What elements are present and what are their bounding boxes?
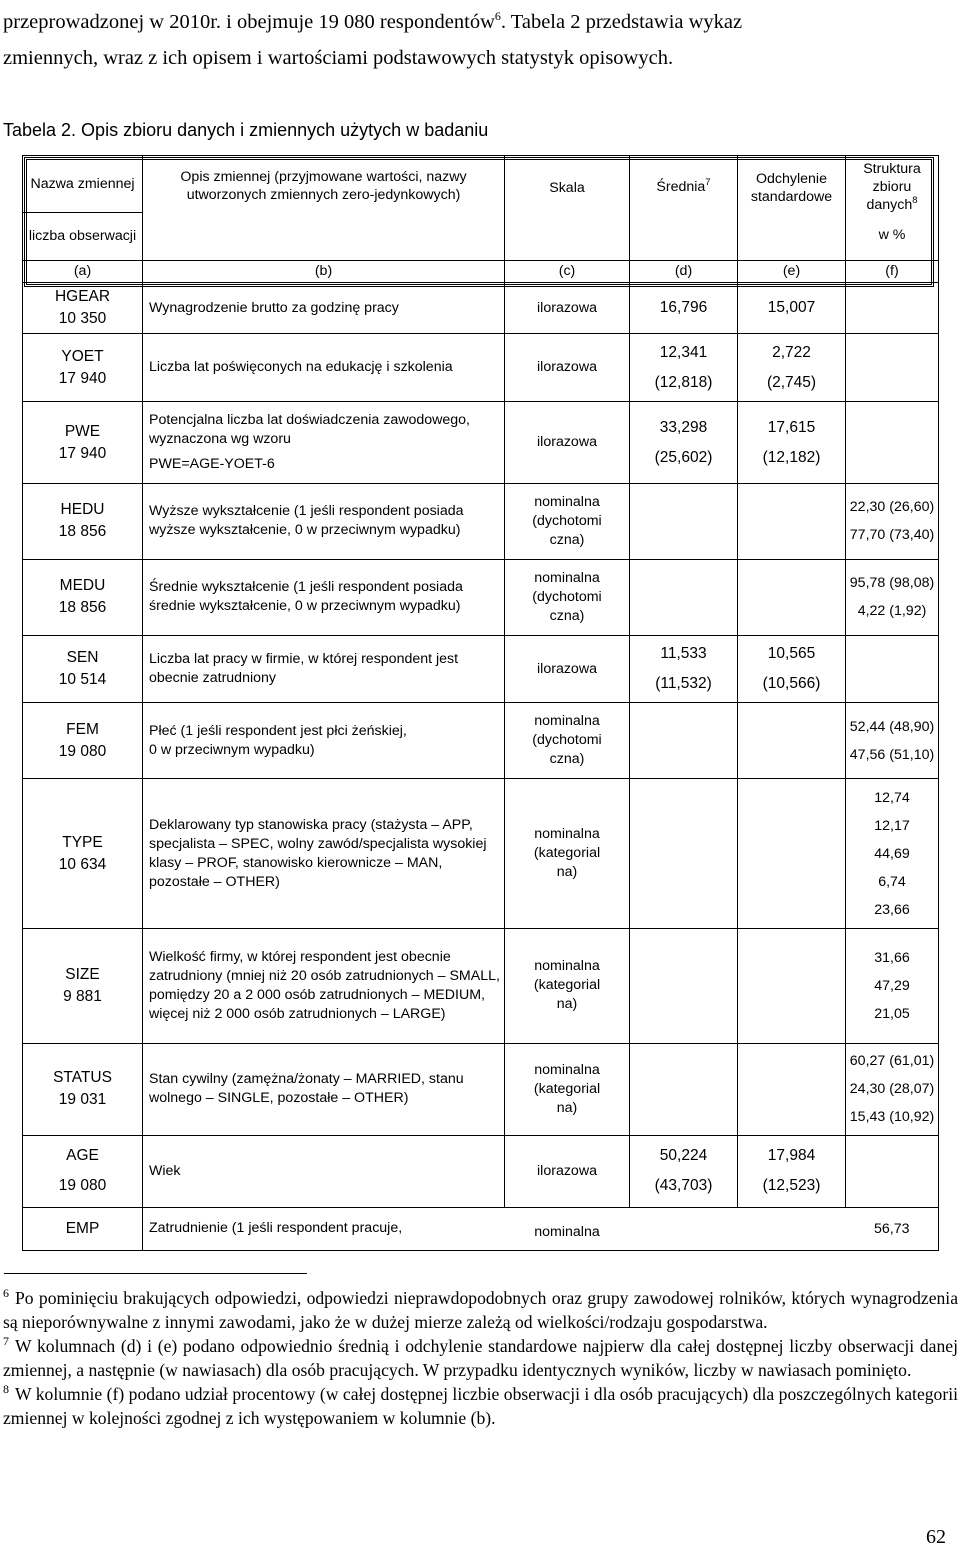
header-struct-unit: w % (878, 227, 906, 243)
description-line: Wyższe wykształcenie (1 jeśli respondent posiada wyższe wykształcenie, 0 w przeciwnym wypadku) (149, 503, 464, 539)
scale-line: nominalna (534, 1061, 600, 1078)
header-mean: Średnia$^7$ (630, 156, 738, 261)
variable-name: SEN (66, 649, 99, 667)
mean-value: 33,298 (659, 418, 708, 436)
structure-value: 56,73 (846, 1207, 939, 1250)
description-line: 0 w przeciwnym wypadku) (149, 741, 315, 758)
structure-value: 52,44 (48,90) (849, 718, 935, 735)
scale-cell (505, 559, 630, 635)
structure-cell (846, 334, 939, 402)
scale-line: ilorazowa (537, 359, 597, 376)
footnote-number: 8 (3, 1382, 9, 1396)
footnote-ref-8: 8 (912, 195, 918, 206)
footnote-number: 6 (3, 1286, 9, 1300)
letter-f: (f) (846, 260, 939, 283)
variable-description (143, 334, 505, 402)
mean-cell (630, 1043, 738, 1135)
footnote-text: W kolumnie (f) podano udział procentowy (w całej dostępnej liczbie obserwacji i dla osób pracujących) dla poszczególnych kategorii zmiennej w kolejności zgodnej z ich występowaniem w kolumnie (b). (3, 1384, 958, 1428)
footnotes (3, 1286, 958, 1430)
variable-name: STATUS (53, 1069, 112, 1087)
mean-cell (630, 1136, 738, 1208)
sd-value: (10,566) (762, 675, 821, 693)
letter-b: (b) (143, 260, 505, 283)
structure-value: 4,22 (1,92) (857, 603, 927, 620)
table-row (23, 1136, 939, 1208)
sd-cell (738, 334, 846, 402)
scale-line: (kategorial (533, 1080, 601, 1097)
variable-name: SIZE (65, 965, 100, 983)
sd-value: 10,565 (767, 645, 816, 663)
structure-value: 31,66 (874, 949, 910, 966)
table-row (23, 484, 939, 560)
structure-cell (846, 779, 939, 929)
scale-line: na) (556, 996, 578, 1013)
scale-cell (505, 402, 630, 484)
variable-name: HGEAR (54, 288, 111, 306)
mean-cell (630, 283, 738, 334)
variable-description (143, 703, 505, 779)
header-name: Nazwa zmiennej (23, 156, 143, 213)
variable-description (143, 559, 505, 635)
mean-cell (630, 779, 738, 929)
structure-value: 60,27 (61,01) (849, 1053, 935, 1070)
mean-value: (25,602) (654, 448, 713, 466)
description-line: Liczba lat poświęconych na edukację i szkolenia (149, 359, 453, 376)
letter-a: (a) (23, 260, 143, 283)
footnote-text: Po pominięciu brakujących odpowiedzi, odpowiedzi nieprawdopodobnych oraz grupy zawodowej rolników, których wynagrodzenia są nieporównywalne z innymi zawodami, jako że w dużej mierze zależą od wielkości/rodzaju gospodarstwa. (3, 1288, 958, 1332)
structure-cell (846, 1043, 939, 1135)
structure-cell (846, 484, 939, 560)
footnote-6 (3, 1286, 958, 1334)
mean-value: 12,341 (659, 343, 708, 361)
scale-line: nominalna (534, 493, 600, 510)
header-row (23, 156, 939, 213)
observation-count: 10 350 (58, 310, 107, 328)
footnote-ref-6: 6 (494, 9, 501, 23)
observation-count: 10 514 (58, 671, 107, 689)
mean-value: 50,224 (659, 1147, 708, 1165)
variable-name: MEDU (59, 577, 106, 595)
mean-cell (630, 635, 738, 703)
table-row (23, 1207, 939, 1250)
sd-cell (738, 1043, 846, 1135)
sd-value: (12,182) (762, 448, 821, 466)
description-line: Średnie wykształcenie (1 jeśli respondent posiada średnie wykształcenie, 0 w przeciwnym wypadku) (149, 579, 463, 615)
table-caption: Tabela 2. Opis zbioru danych i zmiennych użytych w badaniu (3, 120, 489, 140)
sd-value: 17,984 (767, 1147, 816, 1165)
sd-cell (738, 1207, 846, 1250)
description-line: Wielkość firmy, w której respondent jest obecnie zatrudniony (mniej niż 20 osób zatrudnionych – SMALL, pomiędzy 20 a 2 000 osób zatrudnionych – MEDIUM, więcej niż 2 000 osób zatrudnionych – LARGE) (149, 948, 500, 1022)
variable-name: FEM (66, 720, 99, 738)
sd-cell (738, 559, 846, 635)
variable-description (143, 928, 505, 1043)
structure-value: 21,05 (874, 1005, 910, 1022)
sd-cell (738, 283, 846, 334)
structure-cell (846, 283, 939, 334)
sd-value: (2,745) (766, 373, 817, 391)
mean-value: (11,532) (655, 675, 712, 693)
intro-text (3, 4, 958, 76)
structure-cell (846, 402, 939, 484)
sd-cell (738, 928, 846, 1043)
description-line: Potencjalna liczba lat doświadczenia zawodowego, wyznaczona wg wzoru (149, 412, 470, 448)
structure-value: 12,74 (874, 789, 910, 806)
table-row (23, 334, 939, 402)
description-line: Wiek (149, 1162, 181, 1179)
sd-cell (738, 635, 846, 703)
mean-value: (43,703) (654, 1177, 713, 1195)
scale-line: czna) (549, 531, 585, 548)
variable-description (143, 1043, 505, 1135)
variable-description (143, 484, 505, 560)
description-line: Liczba lat pracy w firmie, w której respondent jest obecnie zatrudniony (149, 651, 459, 687)
scale-cell (505, 635, 630, 703)
variable-cell (23, 559, 143, 635)
scale-line: nominalna (534, 958, 600, 975)
observation-count: 18 856 (58, 599, 107, 617)
scale-line: ilorazowa (537, 1162, 597, 1179)
structure-value: 44,69 (874, 845, 910, 862)
observation-count: 17 940 (58, 369, 107, 387)
observation-count: 19 080 (58, 742, 107, 760)
observation-count: 19 080 (58, 1177, 107, 1195)
structure-value: 12,17 (874, 817, 910, 834)
scale-line: ilorazowa (537, 434, 597, 451)
observation-count: 18 856 (58, 523, 107, 541)
mean-value: (12,818) (654, 373, 713, 391)
page-number: 62 (926, 1526, 946, 1548)
mean-cell (630, 402, 738, 484)
table-row (23, 402, 939, 484)
structure-value: 24,30 (28,07) (849, 1081, 935, 1098)
variable-cell (23, 484, 143, 560)
scale-cell (505, 1043, 630, 1135)
variable-name: YOET (61, 347, 104, 365)
header-struct: Struktura zbioru danych$^8$ w % (846, 156, 939, 261)
variable-cell (23, 928, 143, 1043)
variable-cell (23, 283, 143, 334)
variable-name: TYPE (62, 833, 103, 851)
structure-cell (846, 635, 939, 703)
description-line: PWE=AGE-YOET-6 (149, 456, 275, 473)
footnote-ref-7: 7 (705, 177, 711, 188)
header-obs: liczba obserwacji (23, 213, 143, 260)
observation-count: 19 031 (58, 1091, 107, 1109)
table-row (23, 635, 939, 703)
scale-line: nominalna (534, 713, 600, 730)
variable-description (143, 779, 505, 929)
scale-cell (505, 928, 630, 1043)
intro-line-1: przeprowadzonej w 2010r. i obejmuje 19 080 respondentów$^6$. Tabela 2 przedstawia wykaz (3, 9, 743, 33)
variables-table (22, 155, 939, 1251)
structure-value: 15,43 (10,92) (849, 1109, 935, 1126)
variable-name: PWE (64, 422, 101, 440)
structure-value: 77,70 (73,40) (849, 527, 935, 544)
description-line: Płeć (1 jeśli respondent jest płci żeńskiej, (149, 722, 407, 739)
structure-value: 23,66 (874, 901, 910, 918)
mean-cell (630, 484, 738, 560)
structure-cell (846, 1136, 939, 1208)
footnote-7 (3, 1334, 958, 1382)
mean-cell (630, 1207, 738, 1250)
structure-cell (846, 928, 939, 1043)
scale-line: na) (556, 1099, 578, 1116)
description-line: Stan cywilny (zamężna/żonaty – MARRIED, stanu wolnego – SINGLE, pozostałe – OTHER) (149, 1071, 464, 1107)
header-desc: Opis zmiennej (przyjmowane wartości, nazwy utworzonych zmiennych zero-jedynkowych) (143, 156, 505, 261)
mean-cell (630, 928, 738, 1043)
sd-value: 2,722 (772, 343, 811, 361)
sd-cell (738, 779, 846, 929)
variable-cell (23, 779, 143, 929)
variable-description (143, 283, 505, 334)
header-sd: Odchylenie standardowe (738, 156, 846, 261)
structure-value: 47,56 (51,10) (849, 746, 935, 763)
letter-d: (d) (630, 260, 738, 283)
structure-value: 22,30 (26,60) (849, 499, 935, 516)
structure-cell (846, 559, 939, 635)
structure-cell (846, 703, 939, 779)
footnote-text: W kolumnach (d) i (e) podano odpowiednio średnią i odchylenie standardowe najpierw dla całej dostępnej liczby obserwacji danej zmiennej, a następnie (w nawiasach) dla osób pracujących. W przypadku identycznych wyników, liczby w nawiasach pominięto. (3, 1336, 958, 1380)
column-letters-row (23, 260, 939, 283)
scale-line: ilorazowa (537, 660, 597, 677)
variable-description: Zatrudnienie (1 jeśli respondent pracuje, (143, 1207, 505, 1250)
table-row (23, 559, 939, 635)
variable-cell (23, 1136, 143, 1208)
observation-count: 17 940 (58, 444, 107, 462)
scale-cell (505, 1136, 630, 1208)
observation-count: 9 881 (63, 987, 102, 1005)
scale-line: czna) (549, 751, 585, 768)
table-row (23, 928, 939, 1043)
scale-line: nominalna (534, 826, 600, 843)
variable-cell (23, 1043, 143, 1135)
mean-cell (630, 559, 738, 635)
structure-value: 95,78 (98,08) (849, 575, 935, 592)
header-scale: Skala (505, 156, 630, 261)
sd-cell (738, 703, 846, 779)
variable-cell (23, 402, 143, 484)
scale-cell: nominalna (505, 1207, 630, 1250)
intro-line-2: zmiennych, wraz z ich opisem i wartościami podstawowych statystyk opisowych. (3, 47, 674, 69)
variable-description (143, 635, 505, 703)
scale-line: na) (556, 864, 578, 881)
scale-cell (505, 484, 630, 560)
sd-value: 15,007 (767, 299, 816, 317)
mean-cell (630, 334, 738, 402)
description-line: Deklarowany typ stanowiska pracy (stażysta – APP, specjalista – SPEC, wolny zawód/specjalista wysokiej klasy – PROF, stanowisko kierownicze – MAN, pozostałe – OTHER) (149, 816, 487, 890)
sd-cell (738, 484, 846, 560)
footnote-separator (4, 1273, 307, 1274)
variable-name: EMP (23, 1207, 143, 1250)
observation-count: 10 634 (58, 855, 107, 873)
scale-line: (dychotomi (532, 732, 602, 749)
structure-value: 6,74 (878, 873, 906, 890)
scale-line: ilorazowa (537, 299, 597, 316)
footnote-8 (3, 1382, 958, 1430)
sd-value: (12,523) (762, 1177, 821, 1195)
variable-cell (23, 703, 143, 779)
description-line: Wynagrodzenie brutto za godzinę pracy (149, 299, 399, 316)
scale-line: nominalna (534, 569, 600, 586)
variable-name: AGE (66, 1147, 99, 1165)
mean-value: 16,796 (659, 299, 708, 317)
scale-cell (505, 703, 630, 779)
mean-value: 11,533 (660, 645, 707, 663)
variable-cell (23, 635, 143, 703)
mean-cell (630, 703, 738, 779)
letter-e: (e) (738, 260, 846, 283)
table-row (23, 703, 939, 779)
structure-value: 47,29 (874, 977, 910, 994)
table-row (23, 283, 939, 334)
scale-line: czna) (549, 607, 585, 624)
scale-line: (kategorial (533, 845, 601, 862)
scale-cell (505, 334, 630, 402)
variable-cell (23, 334, 143, 402)
scale-line: (dychotomi (532, 512, 602, 529)
table-row (23, 1043, 939, 1135)
scale-cell (505, 779, 630, 929)
letter-c: (c) (505, 260, 630, 283)
scale-line: (kategorial (533, 977, 601, 994)
footnote-number: 7 (3, 1334, 9, 1348)
sd-cell (738, 1136, 846, 1208)
variable-description (143, 1136, 505, 1208)
scale-line: (dychotomi (532, 588, 602, 605)
variable-name: HEDU (60, 501, 105, 519)
sd-value: 17,615 (767, 418, 816, 436)
variable-description (143, 402, 505, 484)
table-row (23, 779, 939, 929)
scale-cell (505, 283, 630, 334)
sd-cell (738, 402, 846, 484)
